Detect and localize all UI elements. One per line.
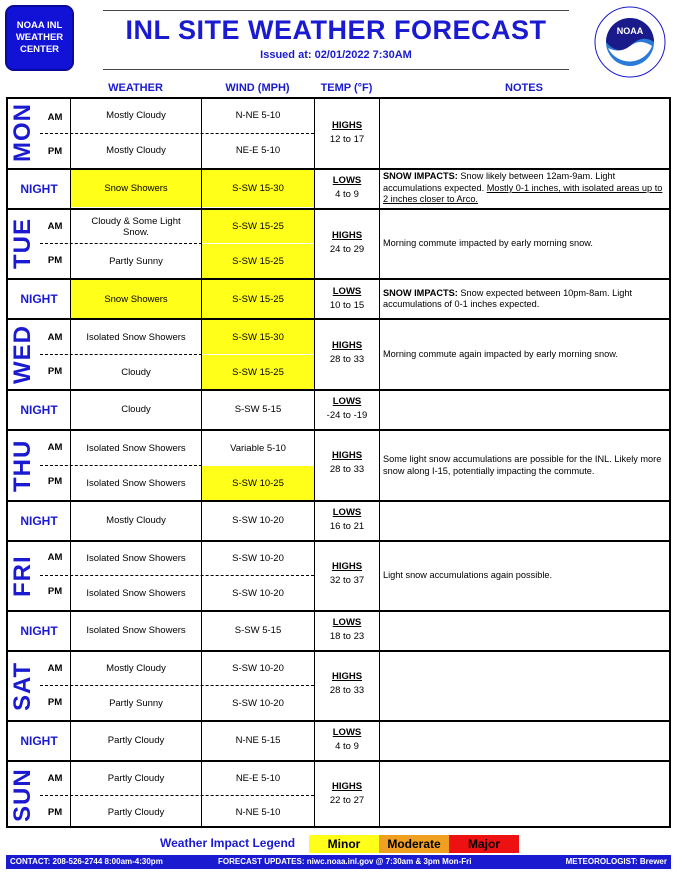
- sun-pm-weather: Partly Cloudy: [107, 806, 165, 818]
- sun-am-wind: NE-E 5-10: [235, 773, 281, 784]
- thu-temp-range: 28 to 33: [329, 464, 365, 475]
- night-label: NIGHT: [20, 181, 58, 196]
- day-label-sun: SUN: [9, 768, 36, 822]
- sat-am-wind: S-SW 10-20: [232, 663, 284, 674]
- am-label: AM: [47, 221, 63, 232]
- wed-temp-range: 28 to 33: [329, 354, 365, 365]
- column-header-notes: NOTES: [505, 82, 543, 94]
- lows-label: LOWS: [332, 507, 362, 518]
- legend-major: Major: [449, 835, 519, 853]
- wed-night-wind: S-SW 5-15: [234, 404, 282, 415]
- lows-label: LOWS: [332, 617, 362, 628]
- mon-pm-weather: Mostly Cloudy: [106, 145, 166, 156]
- pm-label: PM: [47, 697, 63, 708]
- am-label: AM: [47, 112, 63, 123]
- mon-pm-wind: NE-E 5-10: [235, 145, 281, 156]
- issued-timestamp: Issued at: 02/01/2022 7:30AM: [260, 49, 412, 61]
- wed-night-temp-range: -24 to -19: [326, 410, 368, 421]
- snow-impacts-label: SNOW IMPACTS:: [383, 287, 458, 298]
- column-header-temp: TEMP (°F): [320, 82, 373, 94]
- fri-night-wind: S-SW 5-15: [234, 625, 282, 636]
- wed-pm-weather: Cloudy: [121, 366, 151, 378]
- wed-notes: Morning commute again impacted by early morning snow.: [383, 348, 618, 359]
- fri-highs: [315, 560, 379, 588]
- noaa-seal-icon: [594, 6, 666, 78]
- highs-label: HIGHS: [331, 230, 363, 241]
- fri-night-temp-range: 18 to 23: [329, 631, 365, 642]
- footer-bar: [6, 855, 671, 869]
- am-label: AM: [47, 663, 63, 674]
- lows-label: LOWS: [332, 396, 362, 407]
- tue-temp-range: 24 to 29: [329, 244, 365, 255]
- column-header-wind: WIND (MPH): [225, 82, 290, 94]
- tue-notes: Morning commute impacted by early morning snow.: [383, 238, 593, 249]
- sun-highs: [315, 780, 379, 808]
- legend-moderate: Moderate: [379, 835, 449, 853]
- tue-night-wind: S-SW 15-25: [202, 280, 314, 318]
- tue-pm-wind: S-SW 15-25: [202, 244, 314, 278]
- sat-night-temp-range: 4 to 9: [335, 741, 359, 752]
- highs-label: HIGHS: [331, 340, 363, 351]
- wed-am-weather: Isolated Snow Showers: [86, 331, 186, 343]
- mon-temp-range: 12 to 17: [329, 134, 365, 145]
- pm-label: PM: [47, 476, 63, 487]
- fri-pm-weather: Isolated Snow Showers: [86, 587, 186, 599]
- thu-highs: [315, 449, 379, 477]
- lows-label: LOWS: [332, 727, 362, 738]
- thu-night-weather: Mostly Cloudy: [106, 515, 166, 526]
- mon-night-temp-range: 4 to 9: [335, 189, 359, 200]
- mon-night-notes: [380, 170, 670, 207]
- tue-night-notes: [380, 280, 670, 318]
- night-label: NIGHT: [20, 733, 58, 748]
- thu-pm-wind: S-SW 10-25: [202, 466, 314, 500]
- wed-pm-wind: S-SW 15-25: [202, 355, 314, 389]
- highs-label: HIGHS: [331, 450, 363, 461]
- am-label: AM: [47, 552, 63, 563]
- thu-am-wind: Variable 5-10: [230, 442, 286, 454]
- mon-night-notes-underlined: Mostly 0-1 inches, with isolated areas up to 2 inches closer to Arco.: [383, 182, 663, 205]
- footer-contact: CONTACT: 208-526-2744 8:00am-4:30pm: [10, 857, 163, 866]
- noaa-logo-text: NOAA: [616, 26, 644, 36]
- sat-pm-weather: Partly Sunny: [109, 697, 163, 709]
- sat-am-weather: Mostly Cloudy: [106, 663, 166, 674]
- fri-night-weather: Isolated Snow Showers: [86, 625, 186, 636]
- thu-notes: Some light snow accumulations are possible for the INL. Likely more snow along I-15, potentially impacting the commute.: [383, 454, 662, 476]
- highs-label: HIGHS: [331, 561, 363, 572]
- legend-title: Weather Impact Legend: [160, 836, 296, 850]
- night-label: NIGHT: [20, 513, 58, 528]
- pm-label: PM: [47, 807, 63, 818]
- sun-am-weather: Partly Cloudy: [107, 773, 165, 784]
- logo-line-3: CENTER: [19, 44, 60, 55]
- logo-line-2: WEATHER: [15, 32, 64, 43]
- night-label: NIGHT: [20, 402, 58, 417]
- day-label-tue: TUE: [9, 218, 36, 270]
- wed-am-wind: S-SW 15-30: [202, 320, 314, 354]
- day-label-mon: MON: [9, 103, 36, 163]
- thu-pm-weather: Isolated Snow Showers: [86, 477, 186, 489]
- mon-night-notes-text: Snow likely between 12am-9am. Light accumulations expected.: [383, 171, 616, 193]
- tue-pm-weather: Partly Sunny: [109, 255, 163, 267]
- am-label: AM: [47, 332, 63, 343]
- sat-night-wind: N-NE 5-15: [235, 735, 281, 746]
- pm-label: PM: [47, 586, 63, 597]
- mon-highs: [315, 119, 379, 147]
- mon-night-wind: S-SW 15-30: [202, 170, 314, 207]
- fri-temp-range: 32 to 37: [329, 575, 365, 586]
- fri-am-weather: Isolated Snow Showers: [86, 553, 186, 564]
- fri-notes: Light snow accumulations again possible.: [383, 570, 553, 581]
- thu-night-temp-range: 16 to 21: [329, 521, 365, 532]
- mon-am-weather: Mostly Cloudy: [106, 110, 166, 121]
- wed-night-lows: [315, 395, 379, 423]
- footer-updates: FORECAST UPDATES: niwc.noaa.inl.gov @ 7:30am & 3pm Mon-Fri: [218, 857, 472, 866]
- pm-label: PM: [47, 255, 63, 266]
- thu-night-wind: S-SW 10-20: [232, 515, 284, 526]
- legend-minor: Minor: [309, 835, 379, 853]
- title-block: [103, 10, 569, 70]
- footer-meteorologist: METEOROLOGIST: Brewer: [565, 857, 667, 866]
- tue-night-weather: Snow Showers: [71, 280, 201, 318]
- night-label: NIGHT: [20, 623, 58, 638]
- highs-label: HIGHS: [331, 671, 363, 682]
- day-label-fri: FRI: [9, 555, 36, 597]
- sat-temp-range: 28 to 33: [329, 685, 365, 696]
- tue-night-lows: [315, 285, 379, 313]
- day-label-thu: THU: [9, 439, 36, 492]
- tue-highs: [315, 229, 379, 257]
- mon-am-wind: N-NE 5-10: [235, 110, 281, 121]
- pm-label: PM: [47, 366, 63, 377]
- snow-impacts-label: SNOW IMPACTS:: [383, 171, 458, 182]
- tue-am-wind: S-SW 15-25: [202, 210, 314, 243]
- am-label: AM: [47, 773, 63, 784]
- wed-night-weather: Cloudy: [121, 404, 151, 415]
- page-title: INL SITE WEATHER FORECAST: [125, 15, 547, 45]
- thu-night-lows: [315, 506, 379, 534]
- sat-highs: [315, 670, 379, 698]
- column-header-weather: WEATHER: [108, 82, 163, 94]
- am-label: AM: [47, 442, 63, 453]
- thu-am-weather: Isolated Snow Showers: [86, 442, 186, 454]
- sat-night-weather: Partly Cloudy: [107, 735, 165, 746]
- highs-label: HIGHS: [331, 781, 363, 792]
- day-label-wed: WED: [9, 325, 36, 384]
- mon-night-lows: [315, 174, 379, 202]
- wed-highs: [315, 339, 379, 367]
- pm-label: PM: [47, 146, 63, 157]
- sat-pm-wind: S-SW 10-20: [232, 697, 284, 709]
- highs-label: HIGHS: [331, 120, 363, 131]
- noaa-inl-weather-center-logo: [5, 5, 74, 71]
- mon-night-weather: Snow Showers: [71, 170, 201, 207]
- sun-temp-range: 22 to 27: [329, 795, 365, 806]
- lows-label: LOWS: [332, 175, 362, 186]
- lows-label: LOWS: [332, 286, 362, 297]
- logo-line-1: NOAA INL: [16, 20, 63, 31]
- day-label-sat: SAT: [9, 661, 36, 711]
- sat-night-lows: [315, 726, 379, 754]
- tue-night-notes-text: Snow expected between 10pm-8am. Light accumulations of 0-1 inches expected.: [383, 287, 633, 309]
- sun-pm-wind: N-NE 5-10: [235, 806, 281, 818]
- tue-night-temp-range: 10 to 15: [329, 300, 365, 311]
- fri-am-wind: S-SW 10-20: [232, 553, 284, 564]
- fri-pm-wind: S-SW 10-20: [232, 587, 284, 599]
- tue-am-weather: Cloudy & Some Light Snow.: [91, 215, 181, 238]
- night-label: NIGHT: [20, 292, 58, 306]
- fri-night-lows: [315, 616, 379, 644]
